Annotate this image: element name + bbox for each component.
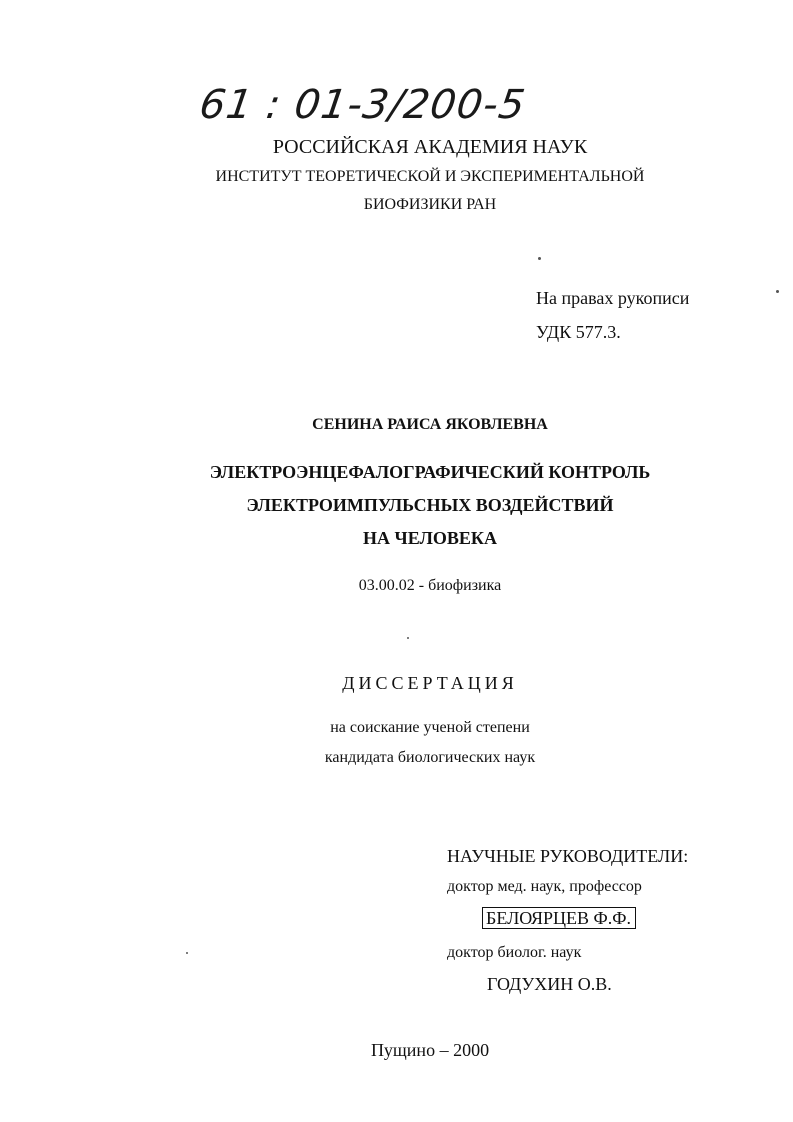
institute-name-line1: ИНСТИТУТ ТЕОРЕТИЧЕСКОЙ И ЭКСПЕРИМЕНТАЛЬНОЙ bbox=[215, 168, 645, 185]
degree-line1: на соискание ученой степени bbox=[330, 719, 530, 736]
supervisor2-title: доктор биолог. наук bbox=[447, 944, 582, 961]
scan-speck bbox=[776, 290, 779, 293]
city-year: Пущино – 2000 bbox=[370, 1040, 490, 1060]
author-name: СЕНИНА РАИСА ЯКОВЛЕВНА bbox=[312, 416, 548, 433]
dissertation-label: ДИССЕРТАЦИЯ bbox=[342, 673, 518, 693]
academy-name: РОССИЙСКАЯ АКАДЕМИЯ НАУК bbox=[272, 136, 588, 158]
thesis-title-line1: ЭЛЕКТРОЭНЦЕФАЛОГРАФИЧЕСКИЙ КОНТРОЛЬ bbox=[209, 462, 651, 482]
scan-speck bbox=[186, 952, 188, 954]
supervisors-heading: НАУЧНЫЕ РУКОВОДИТЕЛИ: bbox=[447, 846, 689, 866]
institute-name-line2: БИОФИЗИКИ РАН bbox=[363, 196, 497, 213]
thesis-title-line3: НА ЧЕЛОВЕКА bbox=[363, 528, 497, 548]
supervisor1-title: доктор мед. наук, профессор bbox=[447, 878, 642, 895]
specialty-code: 03.00.02 - биофизика bbox=[358, 577, 502, 594]
supervisor2-name: ГОДУХИН О.В. bbox=[487, 974, 612, 994]
handwritten-archive-code: 61 : 01-3/200-5 bbox=[196, 82, 529, 128]
scan-speck bbox=[538, 257, 541, 260]
supervisor1-name-boxed: БЕЛОЯРЦЕВ Ф.Ф. bbox=[482, 907, 636, 929]
degree-line2: кандидата биологических наук bbox=[324, 749, 536, 766]
thesis-title-line2: ЭЛЕКТРОИМПУЛЬСНЫХ ВОЗДЕЙСТВИЙ bbox=[246, 495, 614, 515]
manuscript-rights-label: На правах рукописи bbox=[536, 288, 690, 308]
scan-speck bbox=[407, 637, 409, 639]
udk-code: УДК 577.3. bbox=[536, 322, 621, 342]
